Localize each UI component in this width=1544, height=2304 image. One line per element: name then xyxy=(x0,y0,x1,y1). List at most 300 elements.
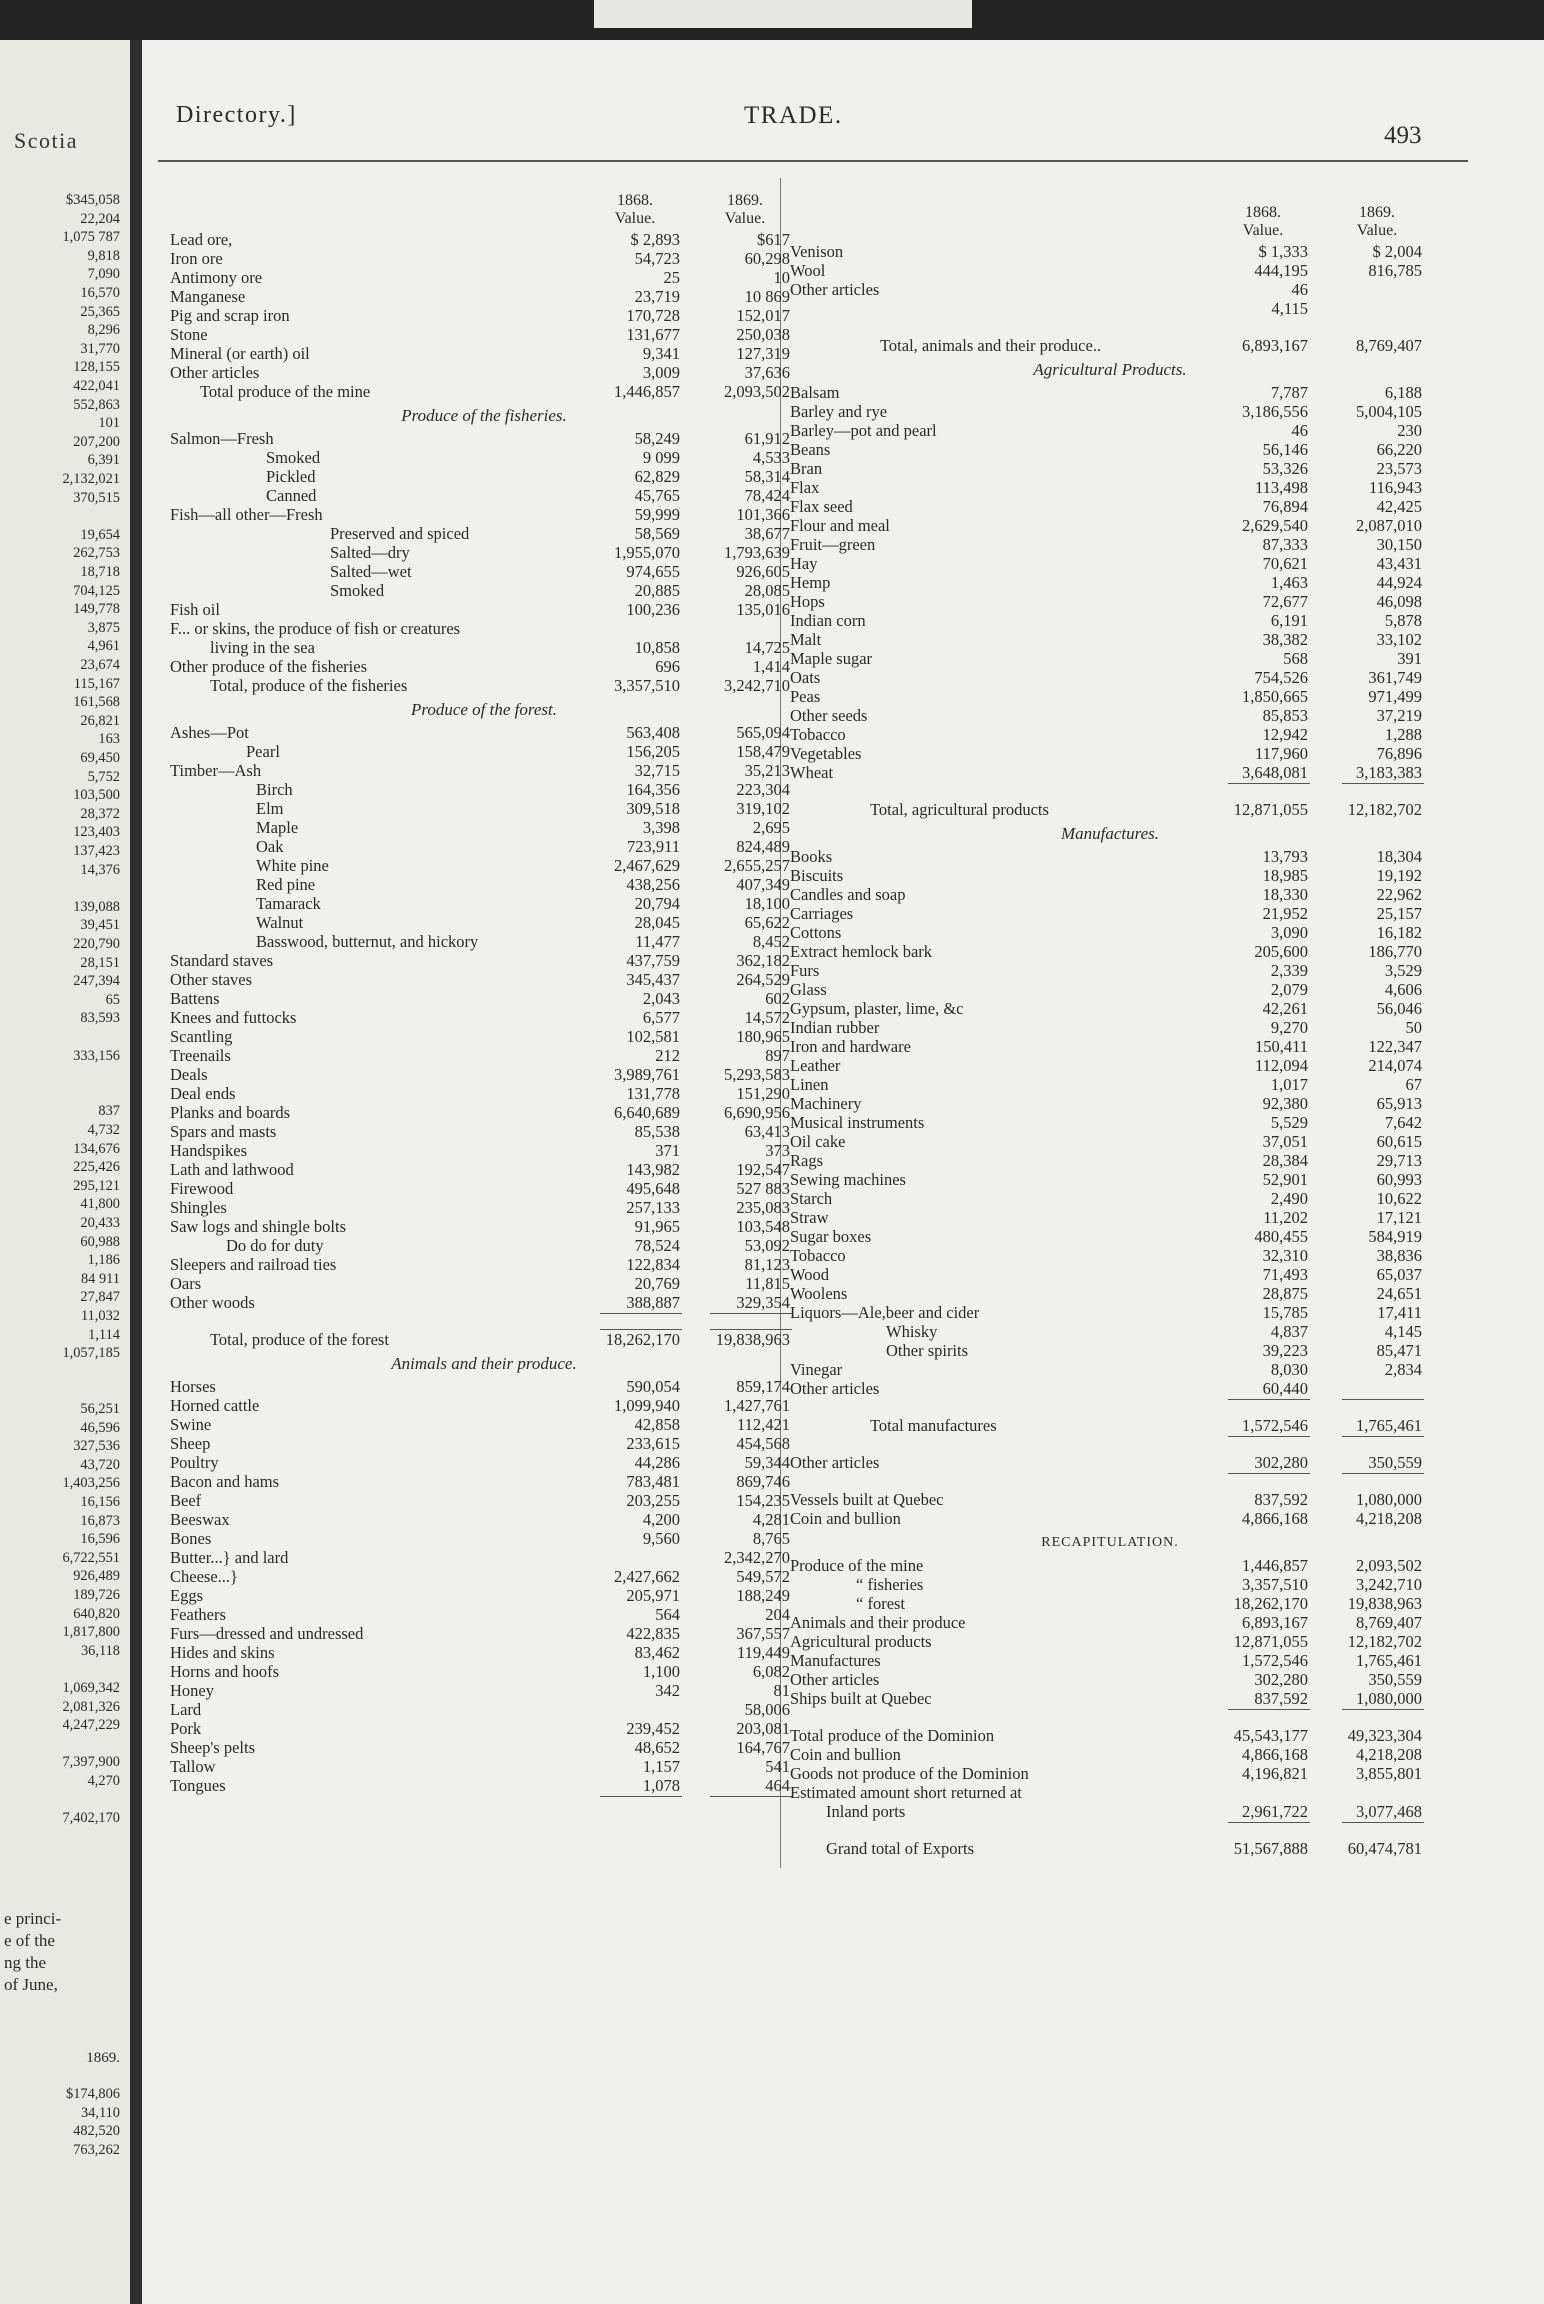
row-label: Books xyxy=(790,847,833,866)
row-label: Smoked xyxy=(330,581,385,600)
left-page-value: 926,489 xyxy=(73,1568,120,1585)
row-label: Eggs xyxy=(170,1586,203,1605)
row-label: Pickled xyxy=(266,467,316,486)
table-row xyxy=(170,230,798,249)
row-label: Fish oil xyxy=(170,600,220,619)
total-rule xyxy=(600,1313,682,1314)
value-1869: 250,038 xyxy=(736,325,790,344)
value-1869: 12,182,702 xyxy=(1347,800,1422,819)
table-row xyxy=(170,1377,798,1396)
row-label: Hemp xyxy=(790,573,831,592)
row-label: Goods not produce of the Dominion xyxy=(790,1764,1029,1783)
value-1869: 1,080,000 xyxy=(1356,1490,1422,1509)
table-row xyxy=(790,904,1430,923)
value-1868: 76,894 xyxy=(1262,497,1308,516)
value-1869: 367,557 xyxy=(736,1624,790,1643)
value-1869: 3,077,468 xyxy=(1356,1802,1422,1821)
row-label: Hay xyxy=(790,554,818,573)
table-row xyxy=(170,1236,798,1255)
value-1868: 83,462 xyxy=(634,1643,680,1662)
total-rule xyxy=(1228,1473,1310,1474)
value-1869: 158,479 xyxy=(736,742,790,761)
value-1868: 85,538 xyxy=(634,1122,680,1141)
value-1868: 72,677 xyxy=(1262,592,1308,611)
left-page-value: 83,593 xyxy=(80,1010,120,1027)
total-rule xyxy=(600,1796,682,1797)
value-1869: 28,085 xyxy=(744,581,790,600)
value-1869: 6,690,956 xyxy=(724,1103,790,1122)
value-1869: 16,182 xyxy=(1376,923,1422,942)
value-1869: 60,298 xyxy=(744,249,790,268)
value-1868: 3,398 xyxy=(642,818,680,837)
left-page-fragment: e of the xyxy=(4,1931,55,1950)
value-1869: 2,342,270 xyxy=(724,1548,790,1567)
row-label: Manufactures xyxy=(790,1651,881,1670)
value-1869: 897 xyxy=(765,1046,790,1065)
table-row xyxy=(170,581,798,600)
table-row xyxy=(170,486,798,505)
row-label: Balsam xyxy=(790,383,840,402)
row-label: Venison xyxy=(790,242,844,261)
left-page-value: $174,806 xyxy=(66,2086,120,2102)
value-1869: 10 xyxy=(773,268,790,287)
table-row xyxy=(790,800,1430,819)
left-page-value: 22,204 xyxy=(80,210,120,227)
table-row xyxy=(170,1510,798,1529)
value-1868: 100,236 xyxy=(626,600,680,619)
row-label: Gypsum, plaster, lime, &c xyxy=(790,999,964,1018)
table-row xyxy=(790,1726,1430,1745)
value-1869: 46,098 xyxy=(1376,592,1422,611)
left-page-value: 704,125 xyxy=(73,582,120,599)
left-page-value: 19,654 xyxy=(80,526,120,543)
value-1868: 38,382 xyxy=(1262,630,1308,649)
value-1869: 66,220 xyxy=(1376,440,1422,459)
table-row xyxy=(790,611,1430,630)
row-label: Tongues xyxy=(170,1776,226,1795)
left-page-value: 46,596 xyxy=(80,1419,120,1436)
value-1868: $ 1,333 xyxy=(1258,242,1308,261)
left-page-value: 69,450 xyxy=(80,750,120,766)
value-1868: 2,490 xyxy=(1270,1189,1308,1208)
row-label: Total produce of the mine xyxy=(200,382,371,401)
section-heading: Agricultural Products. xyxy=(1033,360,1187,379)
row-label: Deals xyxy=(170,1065,208,1084)
table-row xyxy=(790,1745,1430,1764)
value-1868: 58,249 xyxy=(634,429,680,448)
value-1869: 1,288 xyxy=(1384,725,1422,744)
row-label: Scantling xyxy=(170,1027,233,1046)
row-label: Tobacco xyxy=(790,1246,846,1265)
value-1869: 61,912 xyxy=(744,429,790,448)
table-row xyxy=(170,818,798,837)
value-1869: 5,293,583 xyxy=(724,1065,790,1084)
value-1869: 81,123 xyxy=(744,1255,790,1274)
value-1868: 3,090 xyxy=(1270,923,1308,942)
row-label: Beef xyxy=(170,1491,202,1510)
table-row xyxy=(170,1046,798,1065)
value-1868: 444,195 xyxy=(1254,261,1308,280)
value-1869: 60,474,781 xyxy=(1347,1839,1422,1858)
value-1869: 186,770 xyxy=(1368,942,1422,961)
value-1869: 264,529 xyxy=(736,970,790,989)
row-label: Flax xyxy=(790,478,820,497)
value-1868: 1,446,857 xyxy=(1242,1556,1308,1575)
value-1869: 204 xyxy=(765,1605,790,1624)
value-1868: 11,477 xyxy=(635,932,680,951)
row-label: Other articles xyxy=(790,1453,880,1472)
value-1869: 19,838,963 xyxy=(1347,1594,1422,1613)
left-page-value: 3,875 xyxy=(87,619,120,636)
row-label: Linen xyxy=(790,1075,829,1094)
value-1869: 188,249 xyxy=(736,1586,790,1605)
table-row xyxy=(790,1208,1430,1227)
value-1869: 362,182 xyxy=(736,951,790,970)
row-label: Other staves xyxy=(170,970,253,989)
table-row xyxy=(790,1490,1430,1509)
value-1869: 361,749 xyxy=(1368,668,1422,687)
total-rule xyxy=(710,1313,792,1314)
value-1869: 6,082 xyxy=(752,1662,790,1681)
left-page-value: 1,114 xyxy=(88,1326,120,1343)
table-row xyxy=(790,1802,1430,1821)
value-1869: 50 xyxy=(1405,1018,1422,1037)
section-heading: Produce of the forest. xyxy=(410,700,558,719)
value-1868: 112,094 xyxy=(1254,1056,1308,1075)
row-label: Peas xyxy=(790,687,821,706)
total-rule xyxy=(1342,1399,1424,1400)
table-row xyxy=(790,1613,1430,1632)
left-page-value: 247,394 xyxy=(73,973,120,990)
value-1869: 584,919 xyxy=(1368,1227,1422,1246)
value-1868: 4,200 xyxy=(642,1510,680,1529)
table-row xyxy=(170,742,798,761)
row-label: Oil cake xyxy=(790,1132,846,1151)
value-1868: 78,524 xyxy=(634,1236,680,1255)
value-1868: 2,339 xyxy=(1270,961,1308,980)
value-1868: 18,985 xyxy=(1262,866,1308,885)
row-label: Shingles xyxy=(170,1198,227,1217)
value-1868: 102,581 xyxy=(626,1027,680,1046)
value-1868: 205,971 xyxy=(626,1586,680,1605)
value-1868: 4,866,168 xyxy=(1242,1745,1308,1764)
value-1868: 7,787 xyxy=(1270,383,1308,402)
table-row xyxy=(790,1265,1430,1284)
table-row xyxy=(790,1227,1430,1246)
row-label: Wheat xyxy=(790,763,834,782)
table-row xyxy=(170,676,798,695)
table-row xyxy=(170,1274,798,1293)
value-1868: 13,793 xyxy=(1262,847,1308,866)
left-page-value: 149,778 xyxy=(73,601,120,618)
value-1869: 4,218,208 xyxy=(1356,1509,1422,1528)
value-1868: 46 xyxy=(1291,421,1308,440)
value-1869: 1,427,761 xyxy=(724,1396,790,1415)
value-1869: 4,281 xyxy=(752,1510,790,1529)
row-label: Oats xyxy=(790,668,821,687)
row-label: Other produce of the fisheries xyxy=(170,657,368,676)
left-page-year: 1869. xyxy=(86,2050,120,2066)
value-1868: 388,887 xyxy=(626,1293,680,1312)
value-1868: 4,866,168 xyxy=(1242,1509,1308,1528)
value-1868: 59,999 xyxy=(634,505,680,524)
table-row xyxy=(790,516,1430,535)
table-row xyxy=(790,1037,1430,1056)
table-row xyxy=(790,1556,1430,1575)
value-1868: 9 099 xyxy=(642,448,680,467)
value-1868: 45,543,177 xyxy=(1233,1726,1308,1745)
row-label: Other articles xyxy=(790,1670,880,1689)
value-1869: 101,366 xyxy=(736,505,790,524)
row-label: Beans xyxy=(790,440,831,459)
value-1869: 65,622 xyxy=(744,913,790,932)
value-heading: Value. xyxy=(1242,222,1284,239)
row-label: Birch xyxy=(256,780,293,799)
value-1869: 3,183,383 xyxy=(1356,763,1422,782)
left-page-value: 28,372 xyxy=(80,805,120,822)
table-row xyxy=(790,535,1430,554)
value-1869: 18,304 xyxy=(1376,847,1422,866)
row-label: Grand total of Exports xyxy=(826,1839,975,1858)
value-1868: 56,146 xyxy=(1262,440,1308,459)
spacer xyxy=(790,1472,1430,1490)
table-row xyxy=(790,1453,1430,1472)
value-1868: 91,965 xyxy=(634,1217,680,1236)
value-1868: 239,452 xyxy=(626,1719,680,1738)
row-label: Total, animals and their produce.. xyxy=(880,336,1102,355)
value-1868: 4,115 xyxy=(1271,299,1308,318)
value-1869: 3,242,710 xyxy=(1356,1575,1422,1594)
left-page-value: 327,536 xyxy=(73,1438,120,1455)
left-page-value: 134,676 xyxy=(73,1140,120,1157)
left-page-value: 262,753 xyxy=(73,545,120,562)
table-row xyxy=(170,913,798,932)
value-1868: 42,858 xyxy=(634,1415,680,1434)
row-label: Produce of the mine xyxy=(790,1556,924,1575)
row-label: Biscuits xyxy=(790,866,844,885)
row-label: Maple sugar xyxy=(790,649,873,668)
value-1869: 35,213 xyxy=(744,761,790,780)
value-1869: 5,878 xyxy=(1384,611,1422,630)
left-page-value: 23,674 xyxy=(80,657,120,673)
row-label: Timber—Ash xyxy=(170,761,262,780)
row-label: Sugar boxes xyxy=(790,1227,872,1246)
value-1868: 6,893,167 xyxy=(1242,336,1308,355)
row-label: Other articles xyxy=(790,280,880,299)
left-page-value: 103,500 xyxy=(73,787,120,804)
table-row xyxy=(170,382,798,401)
row-label: White pine xyxy=(256,856,329,875)
value-1869: 235,083 xyxy=(736,1198,790,1217)
row-label: Red pine xyxy=(256,875,316,894)
left-page-value: 207,200 xyxy=(73,433,120,450)
value-1869: 14,572 xyxy=(744,1008,790,1027)
row-label: Estimated amount short returned at xyxy=(790,1783,1022,1802)
left-page-value: 137,423 xyxy=(73,843,120,859)
row-label: Carriages xyxy=(790,904,854,923)
spacer xyxy=(790,1435,1430,1453)
row-label: “ forest xyxy=(856,1594,906,1613)
left-page-value: 26,821 xyxy=(80,712,120,729)
value-1868: 6,893,167 xyxy=(1242,1613,1308,1632)
row-label: Furs—dressed and undressed xyxy=(170,1624,364,1643)
value-1869: 78,424 xyxy=(744,486,790,505)
value-1869: 4,145 xyxy=(1384,1322,1422,1341)
value-1869: 25,157 xyxy=(1376,904,1422,923)
table-row xyxy=(170,1217,798,1236)
value-1869: 10 869 xyxy=(744,287,790,306)
value-1868: 37,051 xyxy=(1262,1132,1308,1151)
value-1869: 112,421 xyxy=(736,1415,790,1434)
value-1868: 2,427,662 xyxy=(614,1567,680,1586)
value-1868: 2,079 xyxy=(1270,980,1308,999)
value-1869: 67 xyxy=(1405,1075,1422,1094)
value-1868: 8,030 xyxy=(1270,1360,1308,1379)
table-row xyxy=(170,1415,798,1434)
left-page-value: 20,433 xyxy=(80,1215,120,1231)
row-label: Ships built at Quebec xyxy=(790,1689,932,1708)
value-1869: 565,094 xyxy=(736,723,790,742)
table-row xyxy=(790,885,1430,904)
value-1869: $617 xyxy=(757,230,790,249)
left-page-value: 7,090 xyxy=(87,266,120,283)
value-1868: 590,054 xyxy=(626,1377,680,1396)
row-label: Lead ore, xyxy=(170,230,233,249)
value-1869: 19,838,963 xyxy=(715,1330,790,1349)
table-row xyxy=(790,1509,1430,1528)
value-1868: 60,440 xyxy=(1262,1379,1308,1398)
table-row xyxy=(790,1651,1430,1670)
value-1869: 8,769,407 xyxy=(1356,1613,1422,1632)
value-1868: 87,333 xyxy=(1262,535,1308,554)
value-1868: 12,942 xyxy=(1262,725,1308,744)
value-1868: 58,569 xyxy=(634,524,680,543)
table-row xyxy=(170,970,798,989)
top-paper-notch xyxy=(594,0,972,28)
table-row xyxy=(790,763,1430,782)
value-1869: 43,431 xyxy=(1376,554,1422,573)
value-1869: 454,568 xyxy=(736,1434,790,1453)
row-label: Salmon—Fresh xyxy=(170,429,274,448)
table-row xyxy=(790,573,1430,592)
header-rule xyxy=(158,160,1468,162)
table-row xyxy=(790,1689,1430,1708)
row-label: Salted—wet xyxy=(330,562,412,581)
value-1868: 9,270 xyxy=(1270,1018,1308,1037)
value-1869: 29,713 xyxy=(1376,1151,1422,1170)
row-label: Vegetables xyxy=(790,744,862,763)
value-1868: 20,769 xyxy=(634,1274,680,1293)
table-row xyxy=(170,989,798,1008)
value-1868: 23,719 xyxy=(634,287,680,306)
value-1868: 1,572,546 xyxy=(1242,1651,1308,1670)
left-page-value: 370,515 xyxy=(73,489,120,506)
value-1868: 302,280 xyxy=(1254,1670,1308,1689)
table-row xyxy=(790,1151,1430,1170)
row-label: Bacon and hams xyxy=(170,1472,280,1491)
value-1868: 1,446,857 xyxy=(614,382,680,401)
value-1869: 1,765,461 xyxy=(1356,1416,1422,1435)
value-1869: 1,080,000 xyxy=(1356,1689,1422,1708)
value-1868: 44,286 xyxy=(634,1453,680,1472)
row-label: Coin and bullion xyxy=(790,1509,901,1528)
left-page-value: 640,820 xyxy=(73,1605,120,1622)
row-label: Furs xyxy=(790,961,820,980)
row-label: Spars and masts xyxy=(170,1122,277,1141)
value-1868: 32,715 xyxy=(634,761,680,780)
value-1868: 205,600 xyxy=(1254,942,1308,961)
value-1869: 119,449 xyxy=(736,1643,790,1662)
value-1868: 62,829 xyxy=(634,467,680,486)
row-label: Manganese xyxy=(170,287,246,306)
table-row xyxy=(790,592,1430,611)
table-row xyxy=(170,1084,798,1103)
table-row xyxy=(790,1575,1430,1594)
value-1868: 143,982 xyxy=(626,1160,680,1179)
value-1869: 17,411 xyxy=(1377,1303,1422,1322)
value-1868: 11,202 xyxy=(1263,1208,1308,1227)
left-page-value: 7,397,900 xyxy=(62,1754,120,1771)
value-1869: 4,218,208 xyxy=(1356,1745,1422,1764)
row-label: Straw xyxy=(790,1208,829,1227)
value-1869: 33,102 xyxy=(1376,630,1422,649)
value-1868: 20,885 xyxy=(634,581,680,600)
row-label: living in the sea xyxy=(210,638,315,657)
row-label: Saw logs and shingle bolts xyxy=(170,1217,346,1236)
left-page-value: 8,296 xyxy=(87,322,120,339)
value-1868: 6,640,689 xyxy=(614,1103,680,1122)
table-row xyxy=(170,1065,798,1084)
value-1869: 60,993 xyxy=(1376,1170,1422,1189)
table-row xyxy=(170,1330,798,1349)
table-row xyxy=(790,299,1430,318)
table-row xyxy=(170,600,798,619)
table-row xyxy=(790,1170,1430,1189)
value-1869: 7,642 xyxy=(1384,1113,1422,1132)
value-1869: 2,093,502 xyxy=(724,382,790,401)
total-rule xyxy=(1342,1822,1424,1823)
value-1868: 974,655 xyxy=(626,562,680,581)
row-label: Standard staves xyxy=(170,951,274,970)
value-1869: 2,093,502 xyxy=(1356,1556,1422,1575)
row-label: Knees and futtocks xyxy=(170,1008,297,1027)
left-page-fragment: ng the xyxy=(4,1953,47,1972)
row-label: Inland ports xyxy=(826,1802,906,1821)
value-1868: 1,850,665 xyxy=(1242,687,1308,706)
table-row xyxy=(170,287,798,306)
value-1869: 3,242,710 xyxy=(724,676,790,695)
table-row xyxy=(170,344,798,363)
table-row xyxy=(790,1783,1430,1802)
value-1868: 9,560 xyxy=(642,1529,680,1548)
table-row xyxy=(790,847,1430,866)
row-label: Canned xyxy=(266,486,317,505)
value-1869: 19,192 xyxy=(1376,866,1422,885)
value-1868: 2,467,629 xyxy=(614,856,680,875)
table-row xyxy=(790,630,1430,649)
value-heading: Value. xyxy=(614,210,656,227)
value-1869: 151,290 xyxy=(736,1084,790,1103)
row-label: Indian corn xyxy=(790,611,866,630)
table-row xyxy=(170,524,798,543)
year-heading: 1868. xyxy=(617,192,653,209)
value-1869: 816,785 xyxy=(1368,261,1422,280)
row-label: Flax seed xyxy=(790,497,853,516)
left-page-value: 1,069,342 xyxy=(62,1680,120,1696)
table-row xyxy=(170,837,798,856)
value-1868: 438,256 xyxy=(626,875,680,894)
row-label: Cottons xyxy=(790,923,842,942)
